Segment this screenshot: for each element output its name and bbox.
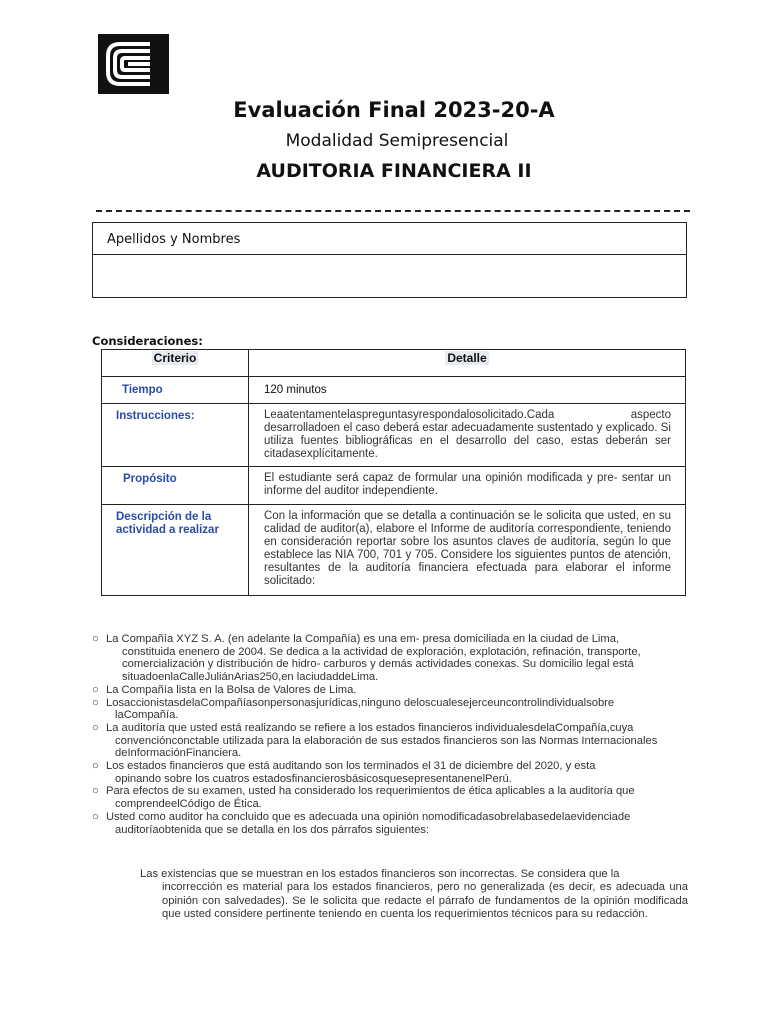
criterio-cell: Propósito [102,467,249,505]
bullet-marker: ○ [92,696,99,709]
bullet-marker: ○ [92,683,99,696]
considerations-heading: Consideraciones: [92,334,203,348]
list-item [92,760,692,785]
dashed-divider [96,210,690,212]
sub-item [140,868,688,921]
detalle-cell: 120 minutos [249,377,686,404]
criteria-table [101,349,686,596]
column-header-criterio: Criterio [102,350,249,377]
name-label: Apellidos y Nombres [93,223,686,255]
criterio-cell: Instrucciones: [102,404,249,467]
list-item [92,722,692,760]
list-item-first-line: La Compañía XYZ S. A. (en adelante la Compañía) es una em- presa domiciliada en la ciudad de Lima, [106,633,620,645]
list-item-first-line: La auditoría que usted está realizando se refiere a los estados financieros individualesdelaCompañía,cuya [106,721,634,734]
name-box [92,222,687,298]
list-item-continuation: laCompañía. [115,709,179,722]
list-item-first-line: Para efectos de su examen, usted ha considerado los requerimientos de ética aplicables a la auditoría que [106,785,635,798]
list-item-first-line: Los estados financieros que está auditando son los terminados el 31 de diciembre del 2020, y esta [106,760,596,773]
list-item-first-line: LosaccionistasdelaCompañíasonpersonasjurídicas,ninguno deloscualesejerceuncontrolindividualsobre [106,696,615,709]
bullet-marker: ○ [92,760,99,773]
list-item-continuation: constituida enenero de 2004. Se dedica a la actividad de exploración, explotación, refinación, transporte, [122,645,641,658]
course-title: AUDITORIA FINANCIERA II [256,160,532,182]
list-item [92,697,692,722]
name-field[interactable] [93,255,686,295]
list-item-continuation: situadoenlaCalleJuliánArias250,en laciudaddeLima. [122,671,379,684]
column-header-detalle: Detalle [249,350,686,377]
list-item-continuation: convenciónconctable utilizada para la elaboración de sus estados financieros son las Normas Internacionales [115,734,658,747]
sub-item-continuation: incorrección es material para los estados financieros, pero no generalizada (es decir, es adecuada una opinión con salvedades). Se le solicita que redacte el párrafo de fundamentos de la opinión modificada que usted considere pertinente teniendo en cuenta los requerimientos técnicos para su redacción. [162,881,688,920]
page-subtitle: Modalidad Semipresencial [285,131,509,151]
sub-item-first-line [140,868,688,881]
table-row [102,505,686,596]
list-item [92,811,692,836]
list-item-continuation: comercialización y distribución de hidro- carburos y demás actividades conexas. Su domicilio legal está [122,658,634,671]
institution-logo-icon [98,34,169,94]
criterio-cell: Tiempo [102,377,249,404]
sub-item-text: Las existencias que se muestran en los estados financieros son incorrectas. Se considera que la [140,868,620,880]
table-header-row [102,350,686,377]
list-item [92,633,692,684]
table-row [102,377,686,404]
table-row [102,467,686,505]
list-item-first-line: Usted como auditor ha concluido que es adecuada una opinión nomodificadasobrelabasedelaevidenciade [106,810,631,823]
list-item-continuation: opinando sobre los cuatros estadosfinancierosbásicosquesepresentanenelPerú. [115,772,512,785]
list-item [92,684,692,697]
table-row [102,404,686,467]
list-item [92,785,692,810]
page-title: Evaluación Final 2023-20-A [233,98,555,122]
bullet-marker: ○ [92,721,99,734]
detalle-cell: El estudiante será capaz de formular una opinión modificada y pre- sentar un informe del auditor independiente. [249,467,686,505]
list-item-continuation: auditoríaobtenida que se detalla en los dos párrafos siguientes: [115,823,430,836]
bullet-marker: ○ [92,810,99,823]
list-item-first-line: La Compañía lista en la Bolsa de Valores de Lima. [106,683,357,696]
bullet-list [92,633,692,836]
list-item-continuation: comprendeelCódigo de Ética. [115,798,262,811]
criterio-cell: Descripción de la actividad a realizar [102,505,249,596]
detalle-cell: Con la información que se detalla a continuación se le solicita que usted, en su calidad de auditor(a), elabore el Informe de auditoría correspondiente, teniendo en consideración reportar sobre los asuntos claves de auditoría, según lo que establece las NIA 700, 701 y 705. Considere los siguientes puntos de atención, resultantes de la auditoría financiera efectuada para elaborar el informe solicitado: [249,505,686,596]
list-item-continuation: deInformaciónFinanciera. [115,747,242,760]
bullet-marker: ○ [92,633,99,645]
detalle-cell: Leaatentamentelaspreguntasyrespondalosolicitado.Cada aspecto desarrolladoen el caso deberá estar adecuadamente sustentado y explicado. Si utiliza fuentes bibliográficas en el desarrollo del caso, estas deberán ser citadasexplícitamente. [249,404,686,467]
bullet-marker: ○ [92,785,99,798]
